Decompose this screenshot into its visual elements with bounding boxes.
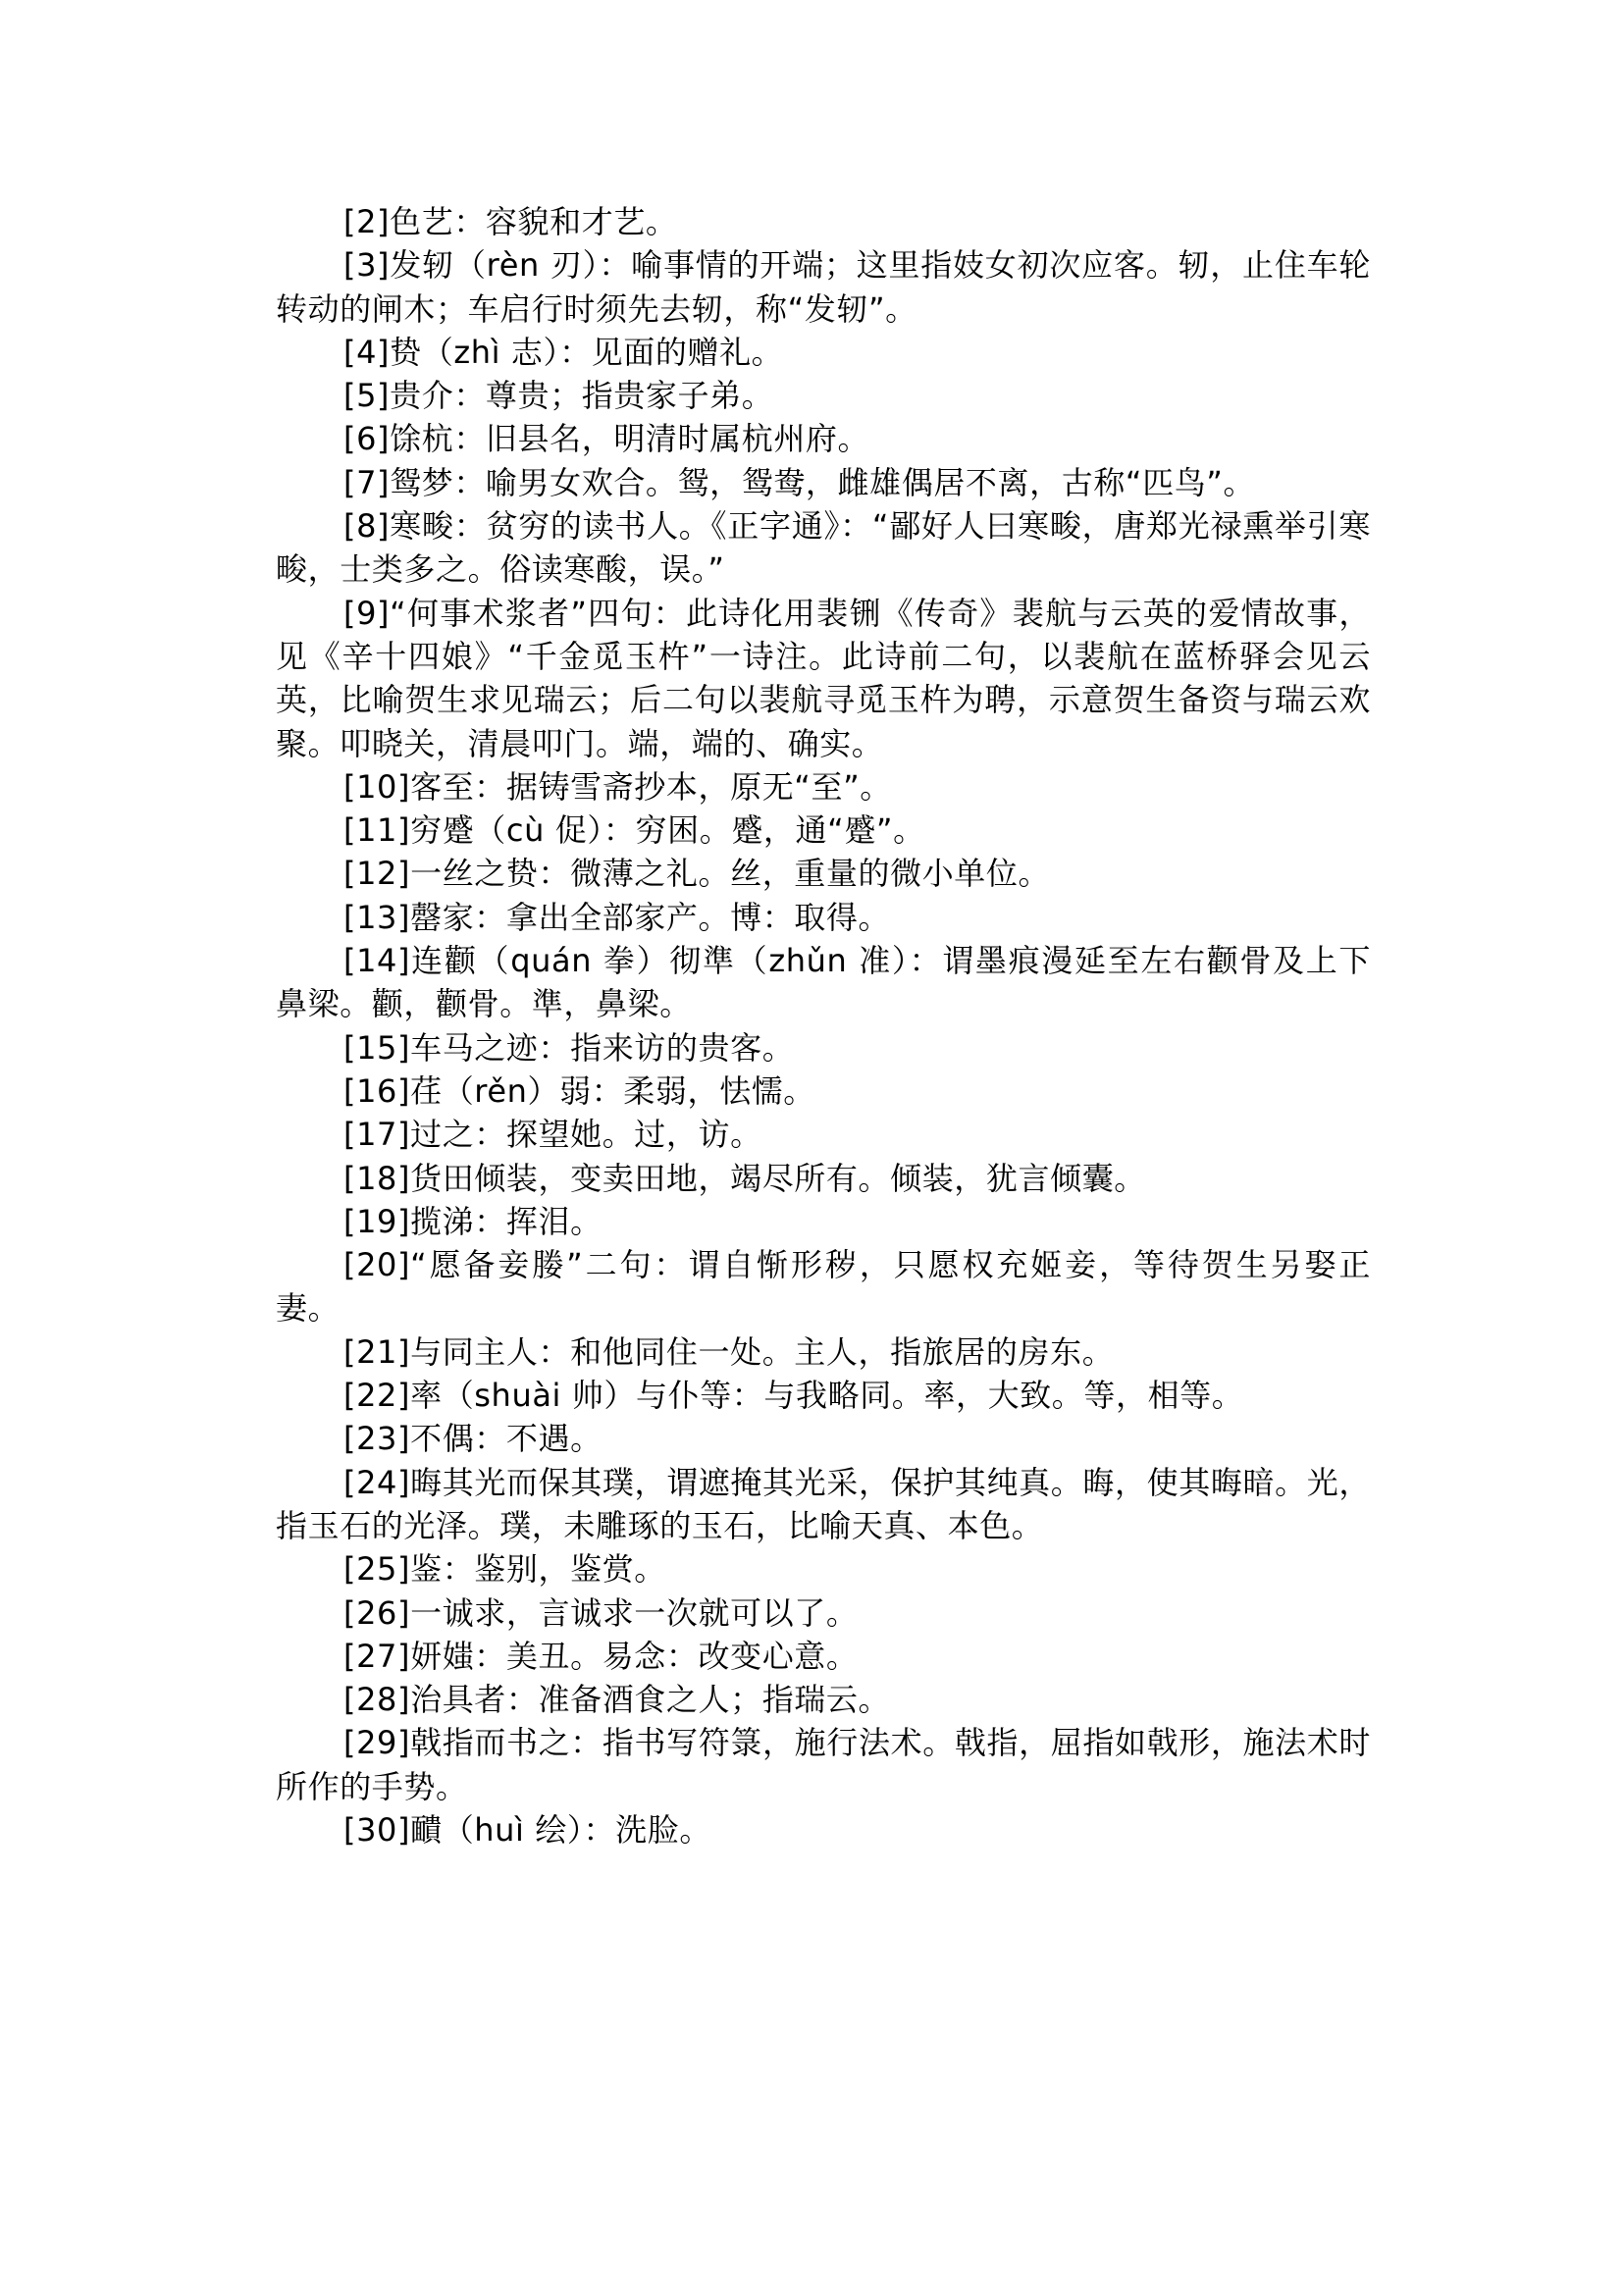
- note-item: [14]连颧（quán 拳）彻準（zhǔn 准）：谓墨痕漫延至左右颧骨及上下鼻梁。颧，颧骨。準，鼻梁。: [276, 942, 1371, 1023]
- note-item: [9]“何事术浆者”四句：此诗化用裴铏《传奇》裴航与云英的爱情故事，见《辛十四娘》“千金觅玉杵”一诗注。此诗前二句，以裴航在蓝桥驿会见云英，比喻贺生求见瑞云；后二句以裴航寻觅玉杵为聘，示意贺生备资与瑞云欢聚。叩晓关，清晨叩门。端，端的、确实。: [276, 594, 1371, 762]
- note-item: [29]戟指而书之：指书写符箓，施行法术。戟指，屈指如戟形，施法术时所作的手势。: [276, 1724, 1371, 1805]
- note-item: [24]晦其光而保其璞，谓遮掩其光采，保护其纯真。晦，使其晦暗。光，指玉石的光泽。璞，未雕琢的玉石，比喻天真、本色。: [276, 1463, 1371, 1544]
- note-item: [26]一诚求，言诚求一次就可以了。: [343, 1593, 859, 1632]
- note-item: [30]靧（huì 绘）：洗脸。: [343, 1810, 711, 1849]
- note-item: [15]车马之迹：指来访的贵客。: [343, 1028, 795, 1067]
- note-item: [19]揽涕：挥泪。: [343, 1202, 602, 1240]
- note-item: [8]寒畯：贫穷的读书人。《正字通》：“鄙好人曰寒畯，唐郑光禄熏举引寒畯，士类多之。俗读寒酸，误。”: [276, 507, 1371, 589]
- note-item: [12]一丝之贽：微薄之礼。丝，重量的微小单位。: [343, 855, 1051, 893]
- note-item: [11]穷蹙（cù 促）：穷困。蹙，通“蹙”。: [343, 811, 925, 850]
- note-item: [10]客至：据铸雪斋抄本，原无“至”。: [343, 767, 892, 806]
- note-item: [21]与同主人：和他同住一处。主人，指旅居的房东。: [343, 1332, 1115, 1371]
- note-item: [25]鉴：鉴别，鉴赏。: [343, 1550, 666, 1589]
- note-item: [5]贵介：尊贵；指贵家子弟。: [343, 377, 774, 415]
- note-item: [27]妍媸：美丑。易念：改变心意。: [343, 1637, 859, 1675]
- note-item: [18]货田倾装，变卖田地，竭尽所有。倾装，犹言倾囊。: [343, 1159, 1146, 1197]
- note-item: [16]荏（rěn）弱：柔弱，怯懦。: [343, 1071, 815, 1110]
- note-item: [7]鸳梦：喻男女欢合。鸳，鸳鸯，雌雄偶居不离，古称“匹鸟”。: [343, 463, 1256, 501]
- note-item: [28]治具者：准备酒食之人；指瑞云。: [343, 1681, 891, 1719]
- note-item: [6]馀杭：旧县名，明清时属杭州府。: [343, 420, 870, 458]
- annotation-notes: [276, 200, 1371, 1851]
- note-item: [2]色艺：容貌和才艺。: [343, 203, 678, 240]
- note-item: [3]发轫（rèn 刃）：喻事情的开端；这里指妓女初次应客。轫，止住车轮转动的闸木；车启行时须先去轫，称“发轫”。: [276, 246, 1371, 328]
- note-item: [13]罄家：拿出全部家产。博：取得。: [343, 898, 891, 936]
- note-item: [20]“愿备妾媵”二句：谓自惭形秽，只愿权充姬妾，等待贺生另娶正妻。: [276, 1246, 1371, 1328]
- note-item: [23]不偶：不遇。: [343, 1420, 602, 1458]
- note-item: [17]过之：探望她。过，访。: [343, 1116, 762, 1154]
- note-item: [22]率（shuài 帅）与仆等：与我略同。率，大致。等，相等。: [343, 1377, 1244, 1415]
- note-item: [4]贽（zhì 志）：见面的赠礼。: [343, 333, 784, 371]
